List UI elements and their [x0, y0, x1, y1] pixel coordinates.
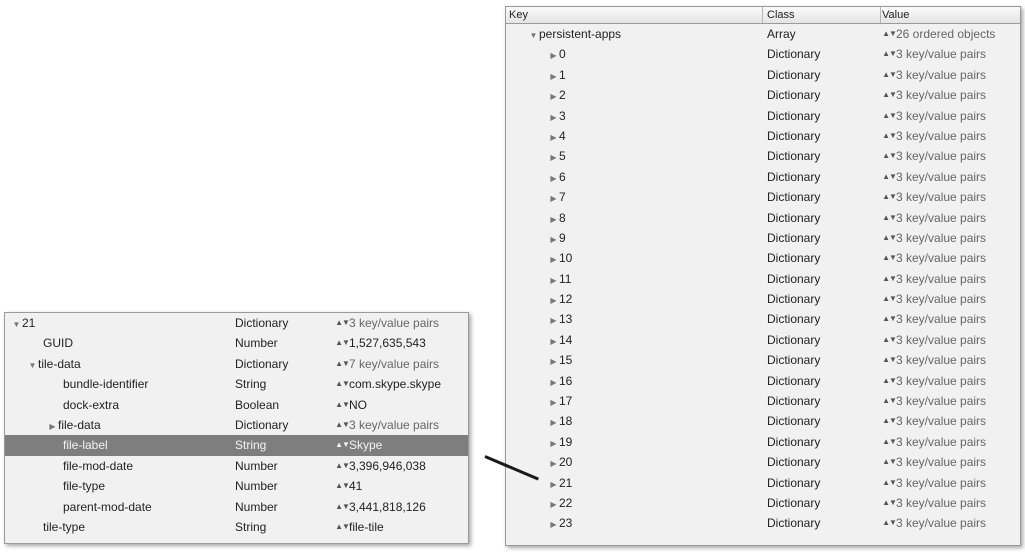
table-row[interactable] [506, 248, 1020, 268]
value-cell[interactable] [881, 228, 1020, 248]
table-row[interactable] [5, 333, 468, 353]
value-label: 3,396,946,038 [349, 458, 426, 473]
class-cell[interactable]: Dictionary [767, 394, 821, 409]
class-cell[interactable]: Dictionary [767, 210, 821, 225]
class-cell[interactable]: Dictionary [767, 88, 821, 103]
key-label: 7 [559, 190, 566, 205]
stepper-icon[interactable]: ▲▼ [882, 355, 896, 365]
table-row[interactable] [506, 126, 1020, 146]
key-cell [5, 435, 235, 455]
value-label: 26 ordered objects [896, 27, 996, 41]
disclosure-collapsed-icon[interactable]: ▶ [550, 479, 557, 489]
key-cell [506, 432, 763, 452]
class-cell[interactable]: String [235, 519, 267, 534]
table-row[interactable] [506, 208, 1020, 228]
key-cell [506, 289, 763, 309]
stepper-icon[interactable]: ▲▼ [882, 273, 896, 283]
value-cell[interactable] [881, 452, 1020, 472]
value-label: 3 key/value pairs [896, 434, 987, 449]
key-label: 20 [559, 455, 573, 470]
key-cell [506, 371, 763, 391]
table-row[interactable] [5, 395, 468, 415]
value-label: 3 key/value pairs [896, 332, 987, 347]
value-label: NO [349, 397, 367, 412]
value-cell[interactable] [881, 493, 1020, 513]
stepper-icon[interactable]: ▲▼ [882, 375, 896, 385]
disclosure-collapsed-icon[interactable]: ▶ [550, 398, 557, 408]
table-row[interactable] [506, 44, 1020, 64]
table-row[interactable] [506, 106, 1020, 126]
key-cell [5, 497, 235, 517]
key-label: bundle-identifier [63, 377, 149, 392]
table-row[interactable] [506, 411, 1020, 431]
key-label: 17 [559, 394, 573, 409]
value-column-header[interactable]: Value [882, 9, 910, 21]
class-cell[interactable]: Dictionary [767, 414, 821, 429]
stepper-icon[interactable]: ▲▼ [882, 29, 896, 38]
key-cell [5, 333, 235, 353]
stepper-icon[interactable]: ▲▼ [882, 477, 896, 487]
key-cell [506, 167, 763, 187]
disclosure-collapsed-icon[interactable]: ▶ [550, 214, 557, 224]
class-column-header[interactable]: Class [763, 7, 881, 23]
table-row[interactable] [5, 517, 468, 537]
value-cell[interactable] [881, 473, 1020, 493]
table-row[interactable] [506, 309, 1020, 329]
class-cell[interactable]: Dictionary [767, 169, 821, 184]
disclosure-collapsed-icon[interactable]: ▶ [550, 377, 557, 387]
key-label: file-type [63, 479, 106, 494]
value-label: 3 key/value pairs [896, 108, 987, 123]
key-label: parent-mod-date [63, 499, 152, 514]
class-cell[interactable]: Dictionary [767, 47, 821, 62]
stepper-icon[interactable]: ▲▼ [882, 334, 896, 344]
value-cell[interactable] [335, 354, 468, 374]
stepper-icon[interactable]: ▲▼ [882, 416, 896, 426]
table-row[interactable] [506, 146, 1020, 166]
disclosure-collapsed-icon[interactable]: ▶ [550, 275, 557, 285]
stepper-icon[interactable]: ▲▼ [335, 399, 349, 409]
key-label: 23 [559, 516, 573, 531]
key-label: 12 [559, 292, 573, 307]
key-label: tile-type [43, 519, 86, 534]
disclosure-collapsed-icon[interactable]: ▶ [550, 418, 557, 428]
table-row[interactable] [506, 65, 1020, 85]
value-label: 3 key/value pairs [896, 353, 987, 368]
key-label: 18 [559, 414, 573, 429]
class-cell[interactable]: Dictionary [235, 316, 289, 330]
table-row[interactable] [5, 456, 468, 476]
class-cell[interactable]: Dictionary [767, 475, 821, 490]
stepper-icon[interactable]: ▲▼ [882, 232, 896, 242]
key-label: 13 [559, 312, 573, 327]
key-cell [506, 44, 763, 64]
disclosure-collapsed-icon[interactable]: ▶ [550, 112, 557, 122]
stepper-icon[interactable]: ▲▼ [335, 338, 349, 348]
table-row-selected[interactable] [5, 435, 468, 455]
value-cell[interactable] [881, 330, 1020, 350]
class-cell[interactable]: Dictionary [767, 251, 821, 266]
table-row[interactable] [506, 330, 1020, 350]
disclosure-expanded-icon[interactable]: ▼ [28, 360, 37, 370]
stepper-icon[interactable]: ▲▼ [882, 130, 896, 140]
table-row[interactable] [506, 473, 1020, 493]
value-cell[interactable] [881, 65, 1020, 85]
key-cell [506, 248, 763, 268]
value-cell[interactable] [881, 411, 1020, 431]
table-row[interactable] [506, 371, 1020, 391]
key-cell [5, 374, 235, 394]
key-label: 4 [559, 128, 566, 143]
class-cell[interactable]: Dictionary [767, 190, 821, 205]
disclosure-collapsed-icon[interactable]: ▶ [550, 173, 557, 183]
class-cell[interactable]: Array [767, 27, 796, 41]
value-label: 3 key/value pairs [349, 417, 440, 432]
value-label: 3,441,818,126 [349, 499, 426, 514]
disclosure-collapsed-icon[interactable]: ▶ [550, 438, 557, 448]
key-cell [506, 452, 763, 472]
value-cell[interactable] [335, 456, 468, 476]
table-row[interactable] [506, 513, 1020, 533]
key-label: 22 [559, 495, 573, 510]
disclosure-collapsed-icon[interactable]: ▶ [550, 459, 557, 469]
value-cell[interactable] [881, 432, 1020, 452]
value-cell[interactable] [881, 167, 1020, 187]
value-cell[interactable] [335, 374, 468, 394]
value-label: 41 [349, 479, 363, 494]
stepper-icon[interactable]: ▲▼ [882, 396, 896, 406]
plist-outline-item-21 [4, 312, 469, 544]
value-label: 3 key/value pairs [896, 88, 987, 103]
disclosure-collapsed-icon[interactable]: ▶ [550, 194, 557, 204]
stepper-icon[interactable]: ▲▼ [335, 501, 349, 511]
value-label: 3 key/value pairs [896, 475, 987, 490]
stepper-icon[interactable]: ▲▼ [882, 518, 896, 528]
key-label: 21 [22, 316, 36, 330]
class-cell[interactable]: Dictionary [235, 356, 289, 371]
disclosure-expanded-icon[interactable]: ▼ [529, 31, 538, 40]
key-cell [506, 24, 763, 44]
class-cell[interactable]: Dictionary [767, 373, 821, 388]
value-label: com.skype.skype [349, 377, 442, 392]
disclosure-collapsed-icon[interactable]: ▶ [550, 316, 557, 326]
value-cell[interactable] [335, 497, 468, 517]
key-label: 1 [559, 67, 566, 82]
stepper-icon[interactable]: ▲▼ [882, 253, 896, 263]
value-label: 3 key/value pairs [896, 190, 987, 205]
table-row[interactable] [5, 313, 468, 333]
value-cell[interactable] [335, 395, 468, 415]
value-cell[interactable] [335, 415, 468, 435]
class-cell[interactable]: Dictionary [767, 292, 821, 307]
stepper-icon[interactable]: ▲▼ [882, 314, 896, 324]
disclosure-collapsed-icon[interactable]: ▶ [550, 499, 557, 509]
class-cell[interactable]: Dictionary [767, 149, 821, 164]
value-label: 3 key/value pairs [896, 292, 987, 307]
key-cell [506, 187, 763, 207]
key-cell [506, 85, 763, 105]
key-label: 6 [559, 169, 566, 184]
value-label: 3 key/value pairs [896, 312, 987, 327]
table-row[interactable] [506, 350, 1020, 370]
key-label: GUID [43, 336, 73, 351]
disclosure-expanded-icon[interactable]: ▼ [12, 320, 21, 329]
stepper-icon[interactable]: ▲▼ [335, 521, 349, 531]
key-label: 9 [559, 230, 566, 245]
class-cell[interactable]: Dictionary [767, 332, 821, 347]
class-cell[interactable]: Boolean [235, 397, 280, 412]
key-cell [506, 228, 763, 248]
class-cell[interactable]: Number [235, 479, 278, 494]
disclosure-collapsed-icon[interactable]: ▶ [550, 71, 557, 81]
key-cell [506, 493, 763, 513]
key-cell [506, 126, 763, 146]
plist-outline-persistent-apps [505, 6, 1021, 546]
stepper-icon[interactable]: ▲▼ [882, 294, 896, 304]
value-label: 3 key/value pairs [896, 516, 987, 531]
disclosure-collapsed-icon[interactable]: ▶ [550, 234, 557, 244]
value-cell[interactable] [335, 435, 468, 455]
stepper-icon[interactable]: ▲▼ [335, 440, 349, 450]
key-label: file-mod-date [63, 458, 134, 473]
stepper-icon[interactable]: ▲▼ [882, 151, 896, 161]
key-cell [5, 476, 235, 496]
value-label: Skype [349, 438, 383, 453]
key-cell [506, 391, 763, 411]
value-cell[interactable] [881, 391, 1020, 411]
value-label: 3 key/value pairs [349, 316, 440, 330]
disclosure-collapsed-icon[interactable]: ▶ [550, 296, 557, 306]
disclosure-collapsed-icon[interactable]: ▶ [550, 255, 557, 265]
value-label: 3 key/value pairs [896, 149, 987, 164]
table-row-root[interactable] [506, 24, 1020, 44]
value-label: 1,527,635,543 [349, 336, 426, 351]
key-cell [5, 395, 235, 415]
key-cell [506, 513, 763, 533]
key-cell [5, 456, 235, 476]
value-cell[interactable] [881, 513, 1020, 533]
key-cell [506, 208, 763, 228]
class-cell[interactable]: String [235, 438, 267, 453]
value-cell[interactable] [881, 269, 1020, 289]
value-label: 3 key/value pairs [896, 67, 987, 82]
disclosure-collapsed-icon[interactable]: ▶ [550, 153, 557, 163]
key-label: 19 [559, 434, 573, 449]
table-row[interactable] [506, 228, 1020, 248]
value-label: 3 key/value pairs [896, 271, 987, 286]
class-cell[interactable]: Dictionary [767, 271, 821, 286]
class-cell[interactable]: Dictionary [767, 108, 821, 123]
class-cell[interactable]: Number [235, 499, 278, 514]
key-label: 21 [559, 475, 573, 490]
stepper-icon[interactable]: ▲▼ [882, 497, 896, 507]
value-label: 3 key/value pairs [896, 47, 987, 62]
stepper-icon[interactable]: ▲▼ [335, 358, 349, 368]
key-label: 10 [559, 251, 573, 266]
value-cell[interactable] [881, 146, 1020, 166]
value-cell[interactable] [335, 333, 468, 353]
stepper-icon[interactable]: ▲▼ [882, 436, 896, 446]
class-cell[interactable]: Dictionary [767, 230, 821, 245]
stepper-icon[interactable]: ▲▼ [882, 171, 896, 181]
value-label: 3 key/value pairs [896, 455, 987, 470]
key-label: 14 [559, 332, 573, 347]
stepper-icon[interactable]: ▲▼ [882, 90, 896, 100]
value-label: 3 key/value pairs [896, 210, 987, 225]
class-cell[interactable]: Dictionary [767, 516, 821, 531]
value-cell[interactable] [881, 126, 1020, 146]
table-row[interactable] [506, 289, 1020, 309]
stepper-icon[interactable]: ▲▼ [882, 69, 896, 79]
table-row[interactable] [5, 374, 468, 394]
value-label: 3 key/value pairs [896, 128, 987, 143]
class-cell[interactable]: Number [235, 336, 278, 351]
value-cell[interactable] [881, 85, 1020, 105]
value-cell[interactable] [881, 208, 1020, 228]
key-column-header[interactable]: Key [506, 7, 763, 23]
disclosure-collapsed-icon[interactable]: ▶ [49, 421, 56, 431]
table-row[interactable] [5, 415, 468, 435]
column-header [506, 7, 1020, 24]
key-cell [506, 269, 763, 289]
class-cell[interactable]: Dictionary [767, 434, 821, 449]
key-cell [5, 313, 235, 333]
disclosure-collapsed-icon[interactable]: ▶ [550, 132, 557, 142]
key-label: 0 [559, 47, 566, 62]
value-cell[interactable] [881, 24, 1020, 44]
disclosure-collapsed-icon[interactable]: ▶ [550, 51, 557, 61]
key-label: file-label [63, 438, 108, 453]
value-cell[interactable] [881, 44, 1020, 64]
key-label: 2 [559, 88, 566, 103]
table-row[interactable] [506, 269, 1020, 289]
table-row[interactable] [506, 432, 1020, 452]
class-cell[interactable]: Dictionary [767, 67, 821, 82]
stepper-icon[interactable]: ▲▼ [335, 379, 349, 389]
class-cell[interactable]: Dictionary [235, 417, 289, 432]
value-cell[interactable] [881, 350, 1020, 370]
stepper-icon[interactable]: ▲▼ [882, 457, 896, 467]
class-cell[interactable]: String [235, 377, 267, 392]
disclosure-collapsed-icon[interactable]: ▶ [550, 357, 557, 367]
value-cell[interactable] [881, 309, 1020, 329]
class-cell[interactable]: Dictionary [767, 312, 821, 327]
value-label: 3 key/value pairs [896, 394, 987, 409]
stepper-icon[interactable]: ▲▼ [335, 460, 349, 470]
stepper-icon[interactable]: ▲▼ [335, 481, 349, 491]
key-cell [506, 473, 763, 493]
key-cell [506, 330, 763, 350]
key-label: 15 [559, 353, 573, 368]
key-label: 11 [559, 271, 572, 286]
class-cell[interactable]: Dictionary [767, 495, 821, 510]
key-cell [5, 354, 235, 374]
class-cell[interactable]: Dictionary [767, 455, 821, 470]
key-label: dock-extra [63, 397, 120, 412]
table-row[interactable] [506, 452, 1020, 472]
disclosure-collapsed-icon[interactable]: ▶ [550, 336, 557, 346]
stepper-icon[interactable]: ▲▼ [882, 49, 896, 59]
key-label: 3 [559, 108, 566, 123]
key-label: 5 [559, 149, 566, 164]
stepper-icon[interactable]: ▲▼ [882, 192, 896, 202]
value-cell[interactable] [881, 248, 1020, 268]
table-row[interactable] [506, 493, 1020, 513]
value-label: 3 key/value pairs [896, 373, 987, 388]
value-cell[interactable] [335, 476, 468, 496]
table-row[interactable] [506, 187, 1020, 207]
value-label: 3 key/value pairs [896, 230, 987, 245]
value-label: 3 key/value pairs [896, 169, 987, 184]
key-cell [506, 350, 763, 370]
stepper-icon[interactable]: ▲▼ [882, 212, 896, 222]
key-cell [5, 415, 235, 435]
key-cell [506, 309, 763, 329]
stepper-icon[interactable]: ▲▼ [882, 110, 896, 120]
key-label: file-data [58, 417, 101, 432]
key-label: persistent-apps [539, 27, 622, 41]
value-label: 3 key/value pairs [896, 495, 987, 510]
value-label: 3 key/value pairs [896, 414, 987, 429]
key-cell [506, 411, 763, 431]
value-label: 7 key/value pairs [349, 356, 440, 371]
class-cell[interactable]: Dictionary [767, 128, 821, 143]
table-row[interactable] [5, 476, 468, 496]
key-label: 8 [559, 210, 566, 225]
table-row[interactable] [506, 391, 1020, 411]
class-cell[interactable]: Number [235, 458, 278, 473]
stepper-icon[interactable]: ▲▼ [335, 419, 349, 429]
disclosure-collapsed-icon[interactable]: ▶ [550, 520, 557, 530]
value-cell[interactable] [335, 517, 468, 537]
class-cell[interactable]: Dictionary [767, 353, 821, 368]
key-label: 16 [559, 373, 573, 388]
value-cell[interactable] [881, 371, 1020, 391]
key-cell [506, 106, 763, 126]
table-row[interactable] [5, 497, 468, 517]
disclosure-collapsed-icon[interactable]: ▶ [550, 92, 557, 102]
value-cell[interactable] [881, 106, 1020, 126]
table-row[interactable] [5, 354, 468, 374]
key-cell [506, 65, 763, 85]
value-cell[interactable] [335, 313, 468, 333]
stepper-icon[interactable]: ▲▼ [335, 318, 349, 327]
key-cell [5, 517, 235, 537]
table-row[interactable] [506, 85, 1020, 105]
key-label: tile-data [38, 356, 81, 371]
value-label: file-tile [349, 519, 384, 534]
value-cell[interactable] [881, 187, 1020, 207]
value-label: 3 key/value pairs [896, 251, 987, 266]
value-cell[interactable] [881, 289, 1020, 309]
key-cell [506, 146, 763, 166]
table-row[interactable] [506, 167, 1020, 187]
